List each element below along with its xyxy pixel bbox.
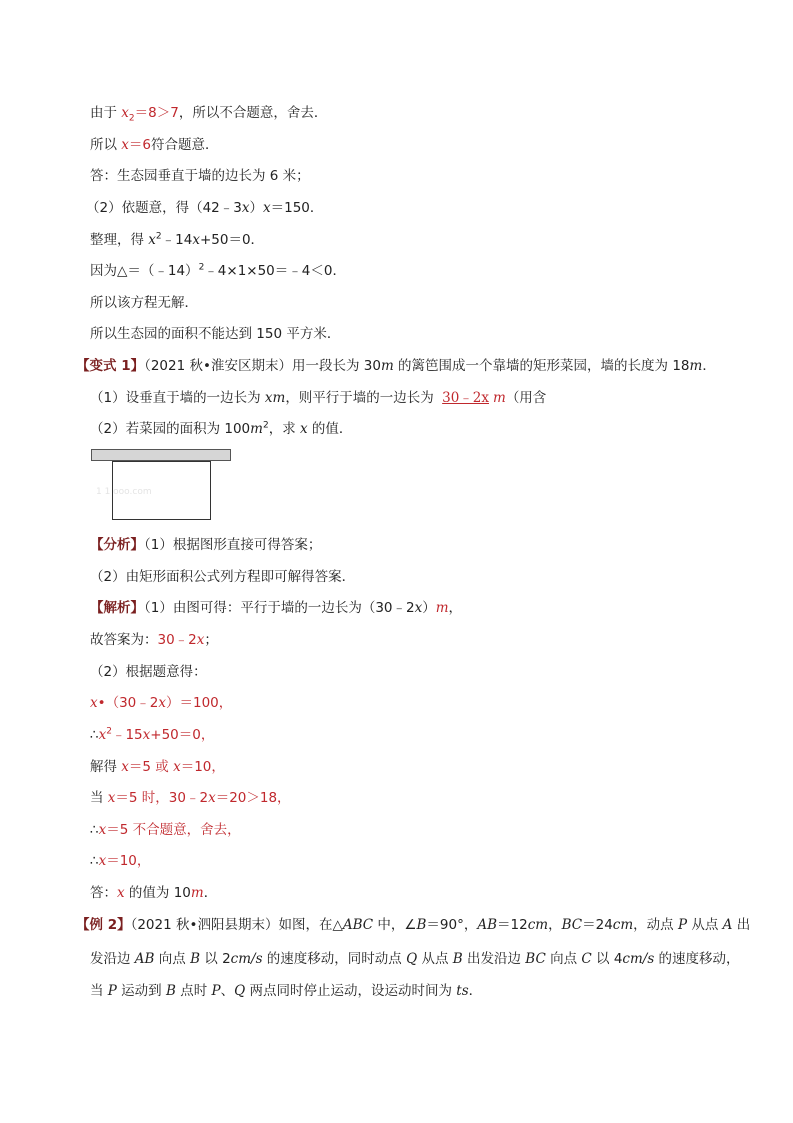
var-x: x xyxy=(90,695,98,711)
var-x: x xyxy=(148,232,156,248)
expression: 30﹣2 xyxy=(157,632,197,648)
fill-blank-answer: 30﹣2x xyxy=(442,390,489,406)
subscript: 2 xyxy=(128,113,135,124)
text: ）＝100， xyxy=(165,695,233,711)
analysis-line-2: （2）由矩形面积公式列方程即可解得答案． xyxy=(90,569,356,585)
unit: cm/s xyxy=(622,951,655,967)
text: ∴ xyxy=(90,727,99,743)
unit: cm xyxy=(612,917,634,933)
var: A xyxy=(722,917,733,933)
solution-line-1 xyxy=(90,599,462,617)
solution-line-7 xyxy=(90,789,291,807)
text: （2）若菜园的面积为 100 xyxy=(90,421,251,437)
solution-part-2-equation xyxy=(86,199,323,217)
var-x: x xyxy=(107,790,116,806)
text: 整理，得 xyxy=(90,232,149,248)
solution-discriminant xyxy=(90,262,346,280)
text: +50＝0， xyxy=(150,727,215,743)
text: ； xyxy=(204,632,218,648)
unit: m xyxy=(380,358,394,374)
text: 从点 xyxy=(687,917,723,933)
text: 出 xyxy=(732,917,751,933)
expression: ＝6 xyxy=(128,137,152,153)
var-x: x xyxy=(241,200,250,216)
var: P xyxy=(211,983,221,999)
example-2-line-1 xyxy=(76,916,750,934)
text: 解得 xyxy=(90,759,122,775)
text: （2021 秋•淮安区期末）用一段长为 30 xyxy=(144,358,381,374)
solution-no-solution: 所以该方程无解． xyxy=(90,295,198,311)
text: 以 4 xyxy=(591,951,623,967)
unit: cm/s xyxy=(230,951,263,967)
text: ＝90°， xyxy=(426,917,478,933)
var: B xyxy=(190,951,200,967)
example-2-line-2 xyxy=(90,950,740,968)
unit: m xyxy=(190,885,204,901)
text: （2021 秋•泗阳县期末）如图，在△ xyxy=(130,917,343,933)
text: ＝10， xyxy=(180,759,225,775)
unit: m xyxy=(493,390,506,406)
text: 所以 xyxy=(90,137,122,153)
text: ＝12 xyxy=(497,917,528,933)
var: Q xyxy=(234,983,246,999)
var-x: x xyxy=(196,632,205,648)
variant-1-question-2 xyxy=(90,420,352,438)
text: ，所以不合题意，舍去． xyxy=(178,105,328,121)
unit: m xyxy=(250,421,263,437)
text: （1）根据图形直接可得答案； xyxy=(144,537,322,553)
text: ＝20＞18， xyxy=(215,790,291,806)
text: 由于 xyxy=(90,105,122,121)
text: 以 2 xyxy=(199,951,231,967)
var: C xyxy=(581,951,592,967)
exponent: 2 xyxy=(198,262,205,273)
text: +50＝0． xyxy=(199,232,265,248)
var-x: x xyxy=(414,600,423,616)
analysis-tag: 【分析】 xyxy=(90,537,144,553)
text: ） xyxy=(422,600,436,616)
text: 当 xyxy=(90,983,108,999)
solution-line-reject-root xyxy=(90,104,327,122)
unit: m xyxy=(435,600,449,616)
text: ﹣4×1×50＝﹣4＜0． xyxy=(204,263,346,279)
text: ＝5 或 xyxy=(128,759,174,775)
var-x: x xyxy=(262,200,271,216)
solution-simplify xyxy=(90,231,264,249)
var-x: x xyxy=(300,421,308,437)
exponent: 2 xyxy=(262,420,269,431)
var: AB xyxy=(477,917,498,933)
text: 从点 xyxy=(417,951,453,967)
unit: cm xyxy=(527,917,549,933)
solution-line-8 xyxy=(90,821,241,839)
unit: ts xyxy=(456,983,469,999)
text: ＝24 xyxy=(582,917,613,933)
text: ＝5 时，30﹣2 xyxy=(115,790,209,806)
text: 因为△＝（﹣14） xyxy=(90,263,199,279)
var-x: x xyxy=(121,759,129,775)
var: B xyxy=(416,917,427,933)
solution-conclusion: 所以生态园的面积不能达到 150 平方米． xyxy=(90,326,341,342)
solution-line-9 xyxy=(90,852,150,870)
var-x: x xyxy=(98,853,107,869)
solution-line-accept-root xyxy=(90,136,219,154)
variant-1-problem xyxy=(76,357,716,375)
var: B xyxy=(165,983,176,999)
text: ＝150． xyxy=(270,200,324,216)
text: ． xyxy=(468,983,483,999)
solution-line-3: （2）根据题意得： xyxy=(90,664,207,680)
text: （1）由图可得：平行于墙的一边长为（30﹣2 xyxy=(144,600,415,616)
var-xm: xm xyxy=(264,390,286,406)
text: 的速度移动， xyxy=(654,951,740,967)
solution-line-4 xyxy=(90,694,232,712)
solution-answer-1: 答：生态园垂直于墙的边长为 6 米； xyxy=(90,168,310,184)
var: P xyxy=(677,917,688,933)
text: ，求 xyxy=(268,421,300,437)
var-x: x xyxy=(208,790,216,806)
text: 出发沿边 xyxy=(462,951,526,967)
text: ﹣14 xyxy=(161,232,193,248)
var: AB xyxy=(134,951,155,967)
text: 的值为 10 xyxy=(124,885,191,901)
text: •（30﹣2 xyxy=(97,695,159,711)
text: 答： xyxy=(90,885,117,901)
text: ． xyxy=(203,885,218,901)
text: 故答案为： xyxy=(90,632,158,648)
variant-tag: 【变式 1】 xyxy=(76,358,145,374)
text: 运动到 xyxy=(116,983,166,999)
text: 两点同时停止运动，设运动时间为 xyxy=(245,983,457,999)
text: 的速度移动，同时动点 xyxy=(262,951,407,967)
text: 的值． xyxy=(307,421,353,437)
text: ，动点 xyxy=(633,917,678,933)
analysis-line-1 xyxy=(90,536,321,554)
var: Q xyxy=(406,951,418,967)
text: 、 xyxy=(220,983,235,999)
solution-tag: 【解析】 xyxy=(90,600,144,616)
solution-line-2 xyxy=(90,631,218,649)
text: ， xyxy=(548,917,562,933)
text: 的篱笆围成一个靠墙的矩形菜园，墙的长度为 18 xyxy=(393,358,690,374)
text: 向点 xyxy=(154,951,191,967)
var-x: x xyxy=(158,695,166,711)
text: （2）依题意，得（42﹣3 xyxy=(86,200,242,216)
solution-line-6 xyxy=(90,758,225,776)
example-tag: 【例 2】 xyxy=(76,917,131,933)
text: ∴ xyxy=(90,853,99,869)
solution-line-5 xyxy=(90,726,214,744)
var-x: x xyxy=(121,105,129,121)
var-x: x xyxy=(192,232,200,248)
text: 点时 xyxy=(175,983,212,999)
text: ，则平行于墙的一边长为 xyxy=(285,390,439,406)
exponent: 2 xyxy=(155,231,162,242)
var: BC xyxy=(525,951,546,967)
example-2-line-3 xyxy=(90,982,482,1000)
var-x: x xyxy=(98,822,107,838)
variant-1-question-1 xyxy=(90,389,546,407)
text: （1）设垂直于墙的一边长为 xyxy=(90,390,265,406)
text: 当 xyxy=(90,790,108,806)
text: ＝5 不合题意，舍去， xyxy=(106,822,241,838)
wall-figure xyxy=(91,449,231,461)
watermark: 1 1 ooo.com xyxy=(96,487,152,497)
text: ＝10， xyxy=(106,853,151,869)
var-x: x xyxy=(98,727,107,743)
unit: m xyxy=(689,358,703,374)
text: ﹣15 xyxy=(111,727,143,743)
text: ． xyxy=(702,358,716,374)
text: 发沿边 xyxy=(90,951,135,967)
var: B xyxy=(452,951,463,967)
var: BC xyxy=(561,917,583,933)
text: ， xyxy=(448,600,463,616)
expression: ＝8＞7 xyxy=(134,105,179,121)
var: ABC xyxy=(342,917,374,933)
text: （用含 xyxy=(505,390,547,406)
text: 向点 xyxy=(545,951,582,967)
var-x: x xyxy=(121,137,129,153)
text: 符合题意． xyxy=(151,137,219,153)
var: P xyxy=(107,983,117,999)
var-x: x xyxy=(117,885,125,901)
text: ∴ xyxy=(90,822,99,838)
var-x: x xyxy=(142,727,151,743)
exponent: 2 xyxy=(106,726,112,737)
solution-line-10 xyxy=(90,884,217,902)
var-x: x xyxy=(173,759,181,775)
text: ） xyxy=(249,200,263,216)
text: 中，∠ xyxy=(373,917,417,933)
